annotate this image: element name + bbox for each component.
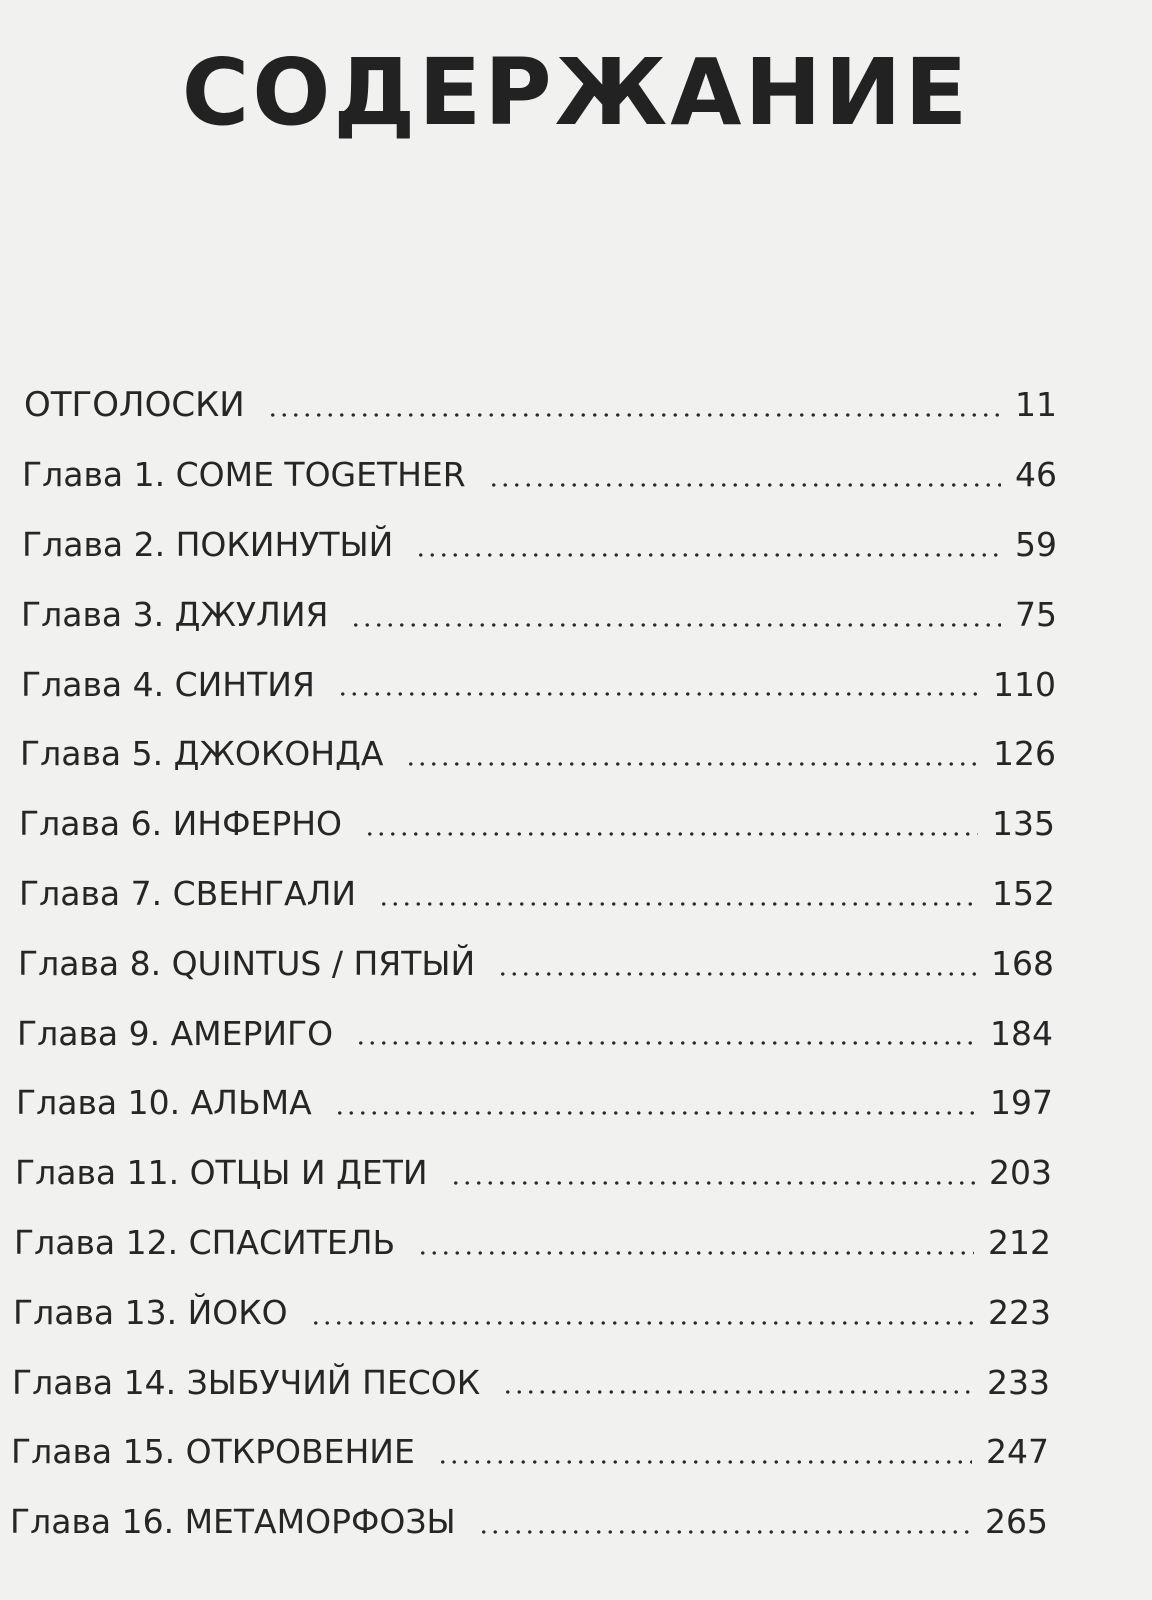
toc-entry-title: Глава 1. COME TOGETHER: [22, 455, 480, 494]
toc-entry-title: Глава 16. МЕТАМОРФОЗЫ: [10, 1502, 470, 1541]
dot-leader: [370, 859, 982, 929]
toc-entry-page-number: 203: [979, 1153, 1052, 1192]
toc-entry-page-number: 75: [1005, 595, 1057, 634]
toc-entry-page-number: 46: [1005, 455, 1057, 494]
toc-entry-page-number: 212: [978, 1223, 1051, 1262]
toc-entry-page-number: 184: [980, 1014, 1053, 1053]
toc-entry-page-number: 11: [1005, 385, 1057, 424]
dot-leader: [480, 440, 1005, 510]
toc-entry-title: Глава 13. ЙОКО: [13, 1293, 302, 1332]
dot-leader: [342, 579, 1005, 649]
dot-leader: [494, 1347, 977, 1417]
toc-entry-page-number: 110: [983, 665, 1056, 704]
toc-entry: [0, 1487, 1152, 1557]
toc-entry-title: Глава 5. ДЖОКОНДА: [20, 734, 397, 773]
dot-leader: [259, 370, 1005, 440]
toc-entry-title: Глава 3. ДЖУЛИЯ: [21, 595, 342, 634]
dot-leader: [407, 510, 1005, 580]
toc-entry: [0, 1347, 1152, 1417]
dot-leader: [302, 1277, 978, 1347]
toc-entry: [0, 370, 1152, 440]
toc-entry-title: Глава 7. СВЕНГАЛИ: [19, 874, 370, 913]
toc-entry: [0, 649, 1152, 719]
page-title: СОДЕРЖАНИЕ: [181, 39, 971, 146]
toc-entry-page-number: 168: [981, 944, 1054, 983]
toc-entry: [0, 719, 1152, 789]
toc-entry: [0, 579, 1152, 649]
table-of-contents: [0, 370, 1152, 1557]
dot-leader: [489, 928, 981, 998]
toc-entry-page-number: 233: [977, 1363, 1050, 1402]
toc-entry: [0, 859, 1152, 929]
toc-entry: [0, 1138, 1152, 1208]
dot-leader: [429, 1417, 976, 1487]
dot-leader: [409, 1208, 978, 1278]
toc-entry: [0, 1417, 1152, 1487]
toc-entry-title: Глава 10. АЛЬМА: [16, 1083, 326, 1122]
dot-leader: [329, 649, 983, 719]
toc-entry: [0, 928, 1152, 998]
dot-leader: [442, 1138, 979, 1208]
toc-entry-page-number: 247: [976, 1432, 1049, 1471]
dot-leader: [326, 1068, 980, 1138]
toc-entry: [0, 510, 1152, 580]
dot-leader: [347, 998, 980, 1068]
toc-entry-page-number: 135: [982, 804, 1055, 843]
toc-entry-page-number: 265: [975, 1502, 1048, 1541]
toc-entry: [0, 440, 1152, 510]
toc-entry-title: Глава 14. ЗЫБУЧИЙ ПЕСОК: [12, 1363, 494, 1402]
toc-entry-page-number: 59: [1005, 525, 1057, 564]
toc-entry-title: Глава 15. ОТКРОВЕНИЕ: [11, 1432, 429, 1471]
toc-entry-page-number: 126: [983, 734, 1056, 773]
toc-entry-page-number: 223: [978, 1293, 1051, 1332]
dot-leader: [470, 1487, 975, 1557]
toc-entry-title: Глава 12. СПАСИТЕЛЬ: [14, 1223, 409, 1262]
toc-entry: [0, 998, 1152, 1068]
dot-leader: [397, 719, 983, 789]
toc-entry-title: Глава 9. АМЕРИГО: [17, 1014, 347, 1053]
toc-entry-title: Глава 6. ИНФЕРНО: [19, 804, 356, 843]
toc-entry-title: Глава 11. ОТЦЫ И ДЕТИ: [15, 1153, 442, 1192]
toc-entry: [0, 1068, 1152, 1138]
toc-entry: [0, 1277, 1152, 1347]
dot-leader: [356, 789, 982, 859]
toc-entry: [0, 1208, 1152, 1278]
toc-entry-page-number: 152: [982, 874, 1055, 913]
toc-entry-title: Глава 4. СИНТИЯ: [21, 665, 329, 704]
toc-entry-title: Глава 8. QUINTUS / ПЯТЫЙ: [18, 944, 489, 983]
toc-entry-title: Глава 2. ПОКИНУТЫЙ: [22, 525, 407, 564]
toc-entry-title: ОТГОЛОСКИ: [24, 385, 259, 425]
toc-entry: [0, 789, 1152, 859]
toc-entry-page-number: 197: [980, 1083, 1053, 1122]
